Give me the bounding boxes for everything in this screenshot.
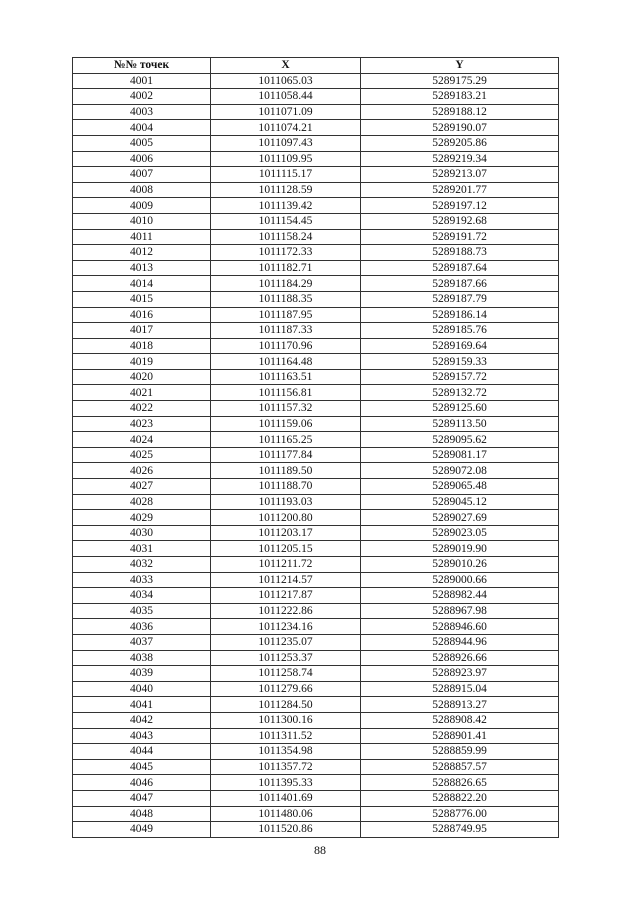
- table-row: [73, 89, 559, 105]
- cell-x: 1011253.37: [211, 650, 361, 666]
- cell-x: 1011214.57: [211, 572, 361, 588]
- cell-y: 5288923.97: [361, 666, 559, 682]
- cell-x: 1011157.32: [211, 401, 361, 417]
- table-row: [73, 728, 559, 744]
- cell-point-number: 4016: [73, 307, 211, 323]
- cell-y: 5288982.44: [361, 588, 559, 604]
- cell-point-number: 4001: [73, 73, 211, 89]
- cell-y: 5288946.60: [361, 619, 559, 635]
- cell-x: 1011480.06: [211, 806, 361, 822]
- cell-point-number: 4009: [73, 198, 211, 214]
- cell-point-number: 4029: [73, 510, 211, 526]
- cell-y: 5289186.14: [361, 307, 559, 323]
- cell-x: 1011115.17: [211, 167, 361, 183]
- cell-point-number: 4002: [73, 89, 211, 105]
- table-row: [73, 666, 559, 682]
- table-row: [73, 588, 559, 604]
- cell-y: 5289045.12: [361, 494, 559, 510]
- cell-x: 1011211.72: [211, 557, 361, 573]
- cell-y: 5289219.34: [361, 151, 559, 167]
- cell-point-number: 4010: [73, 213, 211, 229]
- table-body: [73, 73, 559, 837]
- cell-x: 1011217.87: [211, 588, 361, 604]
- cell-y: 5289169.64: [361, 338, 559, 354]
- cell-point-number: 4019: [73, 354, 211, 370]
- table-row: [73, 245, 559, 261]
- cell-y: 5288826.65: [361, 775, 559, 791]
- cell-x: 1011182.71: [211, 260, 361, 276]
- table-row: [73, 416, 559, 432]
- table-row: [73, 572, 559, 588]
- cell-x: 1011235.07: [211, 634, 361, 650]
- cell-y: 5289095.62: [361, 432, 559, 448]
- table-row: [73, 323, 559, 339]
- cell-x: 1011354.98: [211, 744, 361, 760]
- cell-point-number: 4034: [73, 588, 211, 604]
- cell-point-number: 4048: [73, 806, 211, 822]
- table-header-row: [73, 58, 559, 74]
- cell-x: 1011097.43: [211, 135, 361, 151]
- cell-point-number: 4007: [73, 167, 211, 183]
- cell-x: 1011065.03: [211, 73, 361, 89]
- table-row: [73, 369, 559, 385]
- cell-x: 1011300.16: [211, 712, 361, 728]
- cell-point-number: 4031: [73, 541, 211, 557]
- cell-y: 5289191.72: [361, 229, 559, 245]
- cell-point-number: 4004: [73, 120, 211, 136]
- table-row: [73, 557, 559, 573]
- cell-x: 1011311.52: [211, 728, 361, 744]
- table-row: [73, 385, 559, 401]
- cell-x: 1011188.35: [211, 291, 361, 307]
- cell-x: 1011139.42: [211, 198, 361, 214]
- table-row: [73, 229, 559, 245]
- cell-x: 1011395.33: [211, 775, 361, 791]
- table-row: [73, 182, 559, 198]
- cell-y: 5288776.00: [361, 806, 559, 822]
- table-row: [73, 463, 559, 479]
- cell-y: 5289113.50: [361, 416, 559, 432]
- cell-y: 5289132.72: [361, 385, 559, 401]
- table-row: [73, 619, 559, 635]
- cell-y: 5288901.41: [361, 728, 559, 744]
- cell-y: 5289192.68: [361, 213, 559, 229]
- table-row: [73, 790, 559, 806]
- cell-y: 5289201.77: [361, 182, 559, 198]
- cell-y: 5289185.76: [361, 323, 559, 339]
- table-row: [73, 213, 559, 229]
- cell-x: 1011284.50: [211, 697, 361, 713]
- cell-point-number: 4023: [73, 416, 211, 432]
- cell-point-number: 4013: [73, 260, 211, 276]
- cell-point-number: 4040: [73, 681, 211, 697]
- cell-x: 1011165.25: [211, 432, 361, 448]
- table-row: [73, 634, 559, 650]
- table-row: [73, 151, 559, 167]
- cell-point-number: 4018: [73, 338, 211, 354]
- cell-point-number: 4026: [73, 463, 211, 479]
- table-row: [73, 338, 559, 354]
- cell-point-number: 4012: [73, 245, 211, 261]
- page-number: 88: [314, 843, 326, 857]
- cell-y: 5289159.33: [361, 354, 559, 370]
- cell-point-number: 4046: [73, 775, 211, 791]
- table-row: [73, 479, 559, 495]
- cell-point-number: 4045: [73, 759, 211, 775]
- table-row: [73, 650, 559, 666]
- cell-y: 5289027.69: [361, 510, 559, 526]
- cell-point-number: 4022: [73, 401, 211, 417]
- table-row: [73, 135, 559, 151]
- cell-point-number: 4042: [73, 712, 211, 728]
- cell-point-number: 4025: [73, 447, 211, 463]
- cell-y: 5289010.26: [361, 557, 559, 573]
- cell-x: 1011058.44: [211, 89, 361, 105]
- cell-x: 1011164.48: [211, 354, 361, 370]
- cell-y: 5289197.12: [361, 198, 559, 214]
- cell-point-number: 4032: [73, 557, 211, 573]
- cell-y: 5289205.86: [361, 135, 559, 151]
- cell-y: 5288857.57: [361, 759, 559, 775]
- cell-point-number: 4036: [73, 619, 211, 635]
- table-row: [73, 167, 559, 183]
- cell-point-number: 4047: [73, 790, 211, 806]
- table-row: [73, 104, 559, 120]
- cell-y: 5289188.73: [361, 245, 559, 261]
- cell-x: 1011401.69: [211, 790, 361, 806]
- table-row: [73, 432, 559, 448]
- cell-y: 5288822.20: [361, 790, 559, 806]
- cell-y: 5288915.04: [361, 681, 559, 697]
- cell-y: 5289072.08: [361, 463, 559, 479]
- table-row: [73, 307, 559, 323]
- cell-y: 5289019.90: [361, 541, 559, 557]
- cell-point-number: 4006: [73, 151, 211, 167]
- cell-x: 1011156.81: [211, 385, 361, 401]
- cell-x: 1011159.06: [211, 416, 361, 432]
- cell-x: 1011234.16: [211, 619, 361, 635]
- table-row: [73, 73, 559, 89]
- cell-x: 1011193.03: [211, 494, 361, 510]
- cell-y: 5289023.05: [361, 525, 559, 541]
- header-point-number: №№ точек: [73, 58, 211, 74]
- table-row: [73, 447, 559, 463]
- table-row: [73, 744, 559, 760]
- header-y: Y: [361, 58, 559, 74]
- cell-y: 5289175.29: [361, 73, 559, 89]
- cell-x: 1011071.09: [211, 104, 361, 120]
- table-row: [73, 806, 559, 822]
- cell-point-number: 4003: [73, 104, 211, 120]
- cell-point-number: 4037: [73, 634, 211, 650]
- table-row: [73, 260, 559, 276]
- table-row: [73, 603, 559, 619]
- table-row: [73, 525, 559, 541]
- cell-x: 1011279.66: [211, 681, 361, 697]
- cell-y: 5289000.66: [361, 572, 559, 588]
- cell-x: 1011258.74: [211, 666, 361, 682]
- table-row: [73, 541, 559, 557]
- table-row: [73, 759, 559, 775]
- table-row: [73, 291, 559, 307]
- table-row: [73, 354, 559, 370]
- cell-point-number: 4044: [73, 744, 211, 760]
- cell-x: 1011158.24: [211, 229, 361, 245]
- cell-y: 5288908.42: [361, 712, 559, 728]
- cell-x: 1011187.95: [211, 307, 361, 323]
- cell-point-number: 4030: [73, 525, 211, 541]
- cell-x: 1011205.15: [211, 541, 361, 557]
- cell-x: 1011109.95: [211, 151, 361, 167]
- cell-y: 5289065.48: [361, 479, 559, 495]
- table-row: [73, 494, 559, 510]
- cell-x: 1011187.33: [211, 323, 361, 339]
- cell-point-number: 4021: [73, 385, 211, 401]
- cell-x: 1011203.17: [211, 525, 361, 541]
- cell-x: 1011222.86: [211, 603, 361, 619]
- cell-y: 5289187.66: [361, 276, 559, 292]
- cell-x: 1011170.96: [211, 338, 361, 354]
- cell-y: 5288944.96: [361, 634, 559, 650]
- cell-y: 5288749.95: [361, 822, 559, 838]
- cell-point-number: 4033: [73, 572, 211, 588]
- cell-y: 5288913.27: [361, 697, 559, 713]
- cell-point-number: 4049: [73, 822, 211, 838]
- cell-point-number: 4038: [73, 650, 211, 666]
- cell-y: 5289187.64: [361, 260, 559, 276]
- cell-x: 1011357.72: [211, 759, 361, 775]
- cell-point-number: 4041: [73, 697, 211, 713]
- cell-point-number: 4005: [73, 135, 211, 151]
- cell-point-number: 4020: [73, 369, 211, 385]
- cell-point-number: 4017: [73, 323, 211, 339]
- cell-y: 5289125.60: [361, 401, 559, 417]
- table-row: [73, 198, 559, 214]
- cell-y: 5289187.79: [361, 291, 559, 307]
- cell-x: 1011200.80: [211, 510, 361, 526]
- table-row: [73, 712, 559, 728]
- header-x: X: [211, 58, 361, 74]
- cell-x: 1011188.70: [211, 479, 361, 495]
- table-row: [73, 401, 559, 417]
- cell-point-number: 4015: [73, 291, 211, 307]
- cell-y: 5288926.66: [361, 650, 559, 666]
- cell-x: 1011184.29: [211, 276, 361, 292]
- cell-point-number: 4011: [73, 229, 211, 245]
- cell-x: 1011154.45: [211, 213, 361, 229]
- cell-point-number: 4014: [73, 276, 211, 292]
- cell-point-number: 4039: [73, 666, 211, 682]
- cell-point-number: 4035: [73, 603, 211, 619]
- table-row: [73, 775, 559, 791]
- cell-y: 5289081.17: [361, 447, 559, 463]
- cell-y: 5289183.21: [361, 89, 559, 105]
- cell-x: 1011163.51: [211, 369, 361, 385]
- table-row: [73, 697, 559, 713]
- cell-x: 1011128.59: [211, 182, 361, 198]
- cell-x: 1011172.33: [211, 245, 361, 261]
- cell-y: 5289213.07: [361, 167, 559, 183]
- cell-point-number: 4008: [73, 182, 211, 198]
- cell-y: 5289157.72: [361, 369, 559, 385]
- cell-x: 1011074.21: [211, 120, 361, 136]
- cell-y: 5289190.07: [361, 120, 559, 136]
- cell-y: 5288859.99: [361, 744, 559, 760]
- cell-point-number: 4043: [73, 728, 211, 744]
- cell-point-number: 4024: [73, 432, 211, 448]
- cell-point-number: 4028: [73, 494, 211, 510]
- coordinates-table: [72, 57, 559, 838]
- table-row: [73, 276, 559, 292]
- table-row: [73, 822, 559, 838]
- table-row: [73, 120, 559, 136]
- cell-x: 1011189.50: [211, 463, 361, 479]
- cell-y: 5289188.12: [361, 104, 559, 120]
- cell-x: 1011177.84: [211, 447, 361, 463]
- cell-x: 1011520.86: [211, 822, 361, 838]
- table-row: [73, 681, 559, 697]
- cell-point-number: 4027: [73, 479, 211, 495]
- table-row: [73, 510, 559, 526]
- cell-y: 5288967.98: [361, 603, 559, 619]
